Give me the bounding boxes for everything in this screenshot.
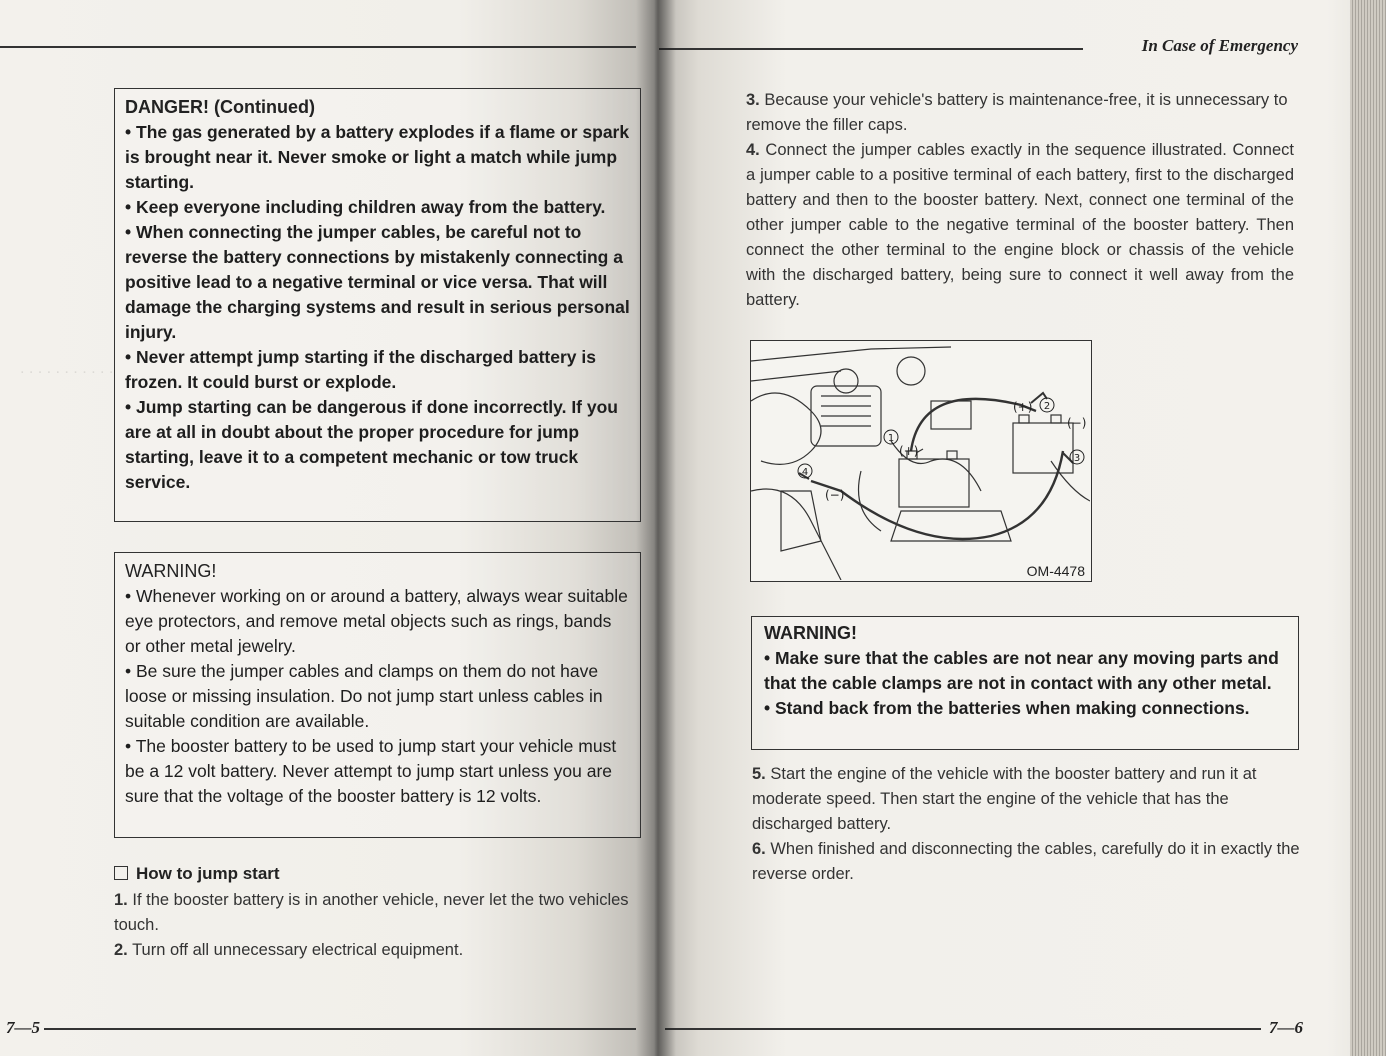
step-text: Connect the jumper cables exactly in the sequence illustrated. Connect a jumper cable to a positive terminal of each battery, first to the discharged battery and then to the booster battery. Next, connect one terminal of the other jumper cable to the negative terminal of the booster battery. Then connect the other terminal to the engine block or chassis of the vehicle with the discharged battery, being sure to connect it well away from the battery.	[746, 141, 1294, 309]
svg-text:4: 4	[801, 467, 809, 478]
warning-box-right	[751, 616, 1299, 750]
running-header: In Case of Emergency	[1141, 36, 1298, 55]
section-heading-text: How to jump start	[136, 864, 280, 883]
step-text: If the booster battery is in another vehicle, never let the two vehicles touch.	[114, 891, 629, 934]
step-3	[746, 88, 1294, 138]
danger-item: • Jump starting can be dangerous if done incorrectly. If you are at all in doubt about the proper procedure for jump starting, leave it to a competent mechanic or tow truck service.	[125, 395, 630, 495]
warning-item: • The booster battery to be used to jump start your vehicle must be a 12 volt battery. Never attempt to jump start unless you are sure that the voltage of the booster battery is 12 volts.	[125, 734, 630, 809]
header-rule	[659, 48, 1083, 50]
svg-text:2: 2	[1043, 401, 1051, 412]
danger-item: • Keep everyone including children away from the battery.	[125, 195, 630, 220]
step-number: 2.	[114, 941, 128, 959]
step-text: Turn off all unnecessary electrical equipment.	[132, 941, 464, 959]
svg-text:(+): (+)	[1013, 400, 1033, 414]
svg-text:(−): (−)	[1067, 416, 1087, 430]
step-1	[114, 888, 634, 938]
step-number: 3.	[746, 91, 760, 109]
step-6	[752, 837, 1300, 887]
step-4	[746, 138, 1294, 313]
svg-text:1: 1	[887, 433, 895, 444]
danger-item: • The gas generated by a battery explodes if a flame or spark is brought near it. Never smoke or light a match while jump starting.	[125, 120, 630, 195]
checkbox-icon	[114, 866, 128, 880]
step-number: 5.	[752, 765, 766, 783]
step-2	[114, 938, 634, 963]
page-number: 7—5	[6, 1018, 40, 1037]
step-number: 1.	[114, 891, 128, 909]
step-text: When finished and disconnecting the cables, carefully do it in exactly the reverse order.	[752, 840, 1300, 883]
step-number: 6.	[752, 840, 766, 858]
book-spine-shadow	[636, 0, 676, 1056]
danger-box	[114, 88, 641, 522]
warning-heading: WARNING!	[764, 623, 857, 643]
header-rule	[0, 46, 636, 48]
warning-item: • Whenever working on or around a battery, always wear suitable eye protectors, and remove metal objects such as rings, bands or other metal jewelry.	[125, 584, 630, 659]
svg-text:(−): (−)	[825, 488, 845, 502]
step-text: Start the engine of the vehicle with the booster battery and run it at moderate speed. Then start the engine of the vehicle that has the discharged battery.	[752, 765, 1257, 833]
section-heading	[114, 864, 280, 884]
warning-box-left	[114, 552, 641, 838]
step-5	[752, 762, 1300, 837]
page-number: 7—6	[1269, 1018, 1303, 1037]
danger-item: • Never attempt jump starting if the discharged battery is frozen. It could burst or explode.	[125, 345, 630, 395]
figure-label: OM-4478	[1026, 563, 1085, 579]
jump-start-figure	[750, 340, 1092, 582]
left-page	[0, 0, 655, 1056]
bleed-through-text: . . . . . . . . . . .	[20, 360, 114, 377]
step-number: 4.	[746, 141, 760, 159]
engine-bay-illustration	[751, 341, 1090, 580]
warning-heading: WARNING!	[125, 561, 217, 581]
step-text: Because your vehicle's battery is maintenance-free, it is unnecessary to remove the filler caps.	[746, 91, 1288, 134]
warning-item: • Be sure the jumper cables and clamps on them do not have loose or missing insulation. Do not jump start unless cables in suitable condition are available.	[125, 659, 630, 734]
page-edges	[1350, 0, 1386, 1056]
svg-text:3: 3	[1073, 453, 1081, 464]
footer-rule	[44, 1028, 636, 1030]
danger-heading: DANGER! (Continued)	[125, 97, 315, 117]
warning-item: • Make sure that the cables are not near any moving parts and that the cable clamps are not in contact with any other metal.	[764, 646, 1286, 696]
footer-rule	[665, 1028, 1261, 1030]
warning-item: • Stand back from the batteries when making connections.	[764, 696, 1286, 721]
danger-item: • When connecting the jumper cables, be careful not to reverse the battery connections by mistakenly connecting a positive lead to a negative terminal or vice versa. That will damage the charging systems and result in serious personal injury.	[125, 220, 630, 345]
svg-text:(+): (+)	[899, 444, 919, 458]
